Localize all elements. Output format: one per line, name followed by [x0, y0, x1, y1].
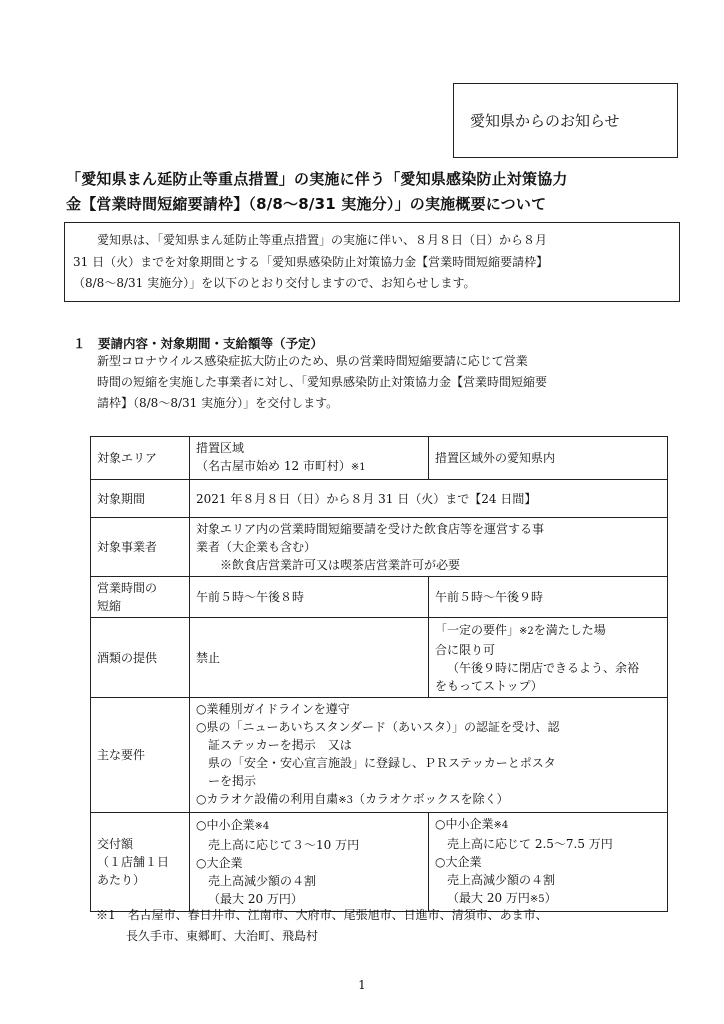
- period-value: 2021 年８月８日（日）から８月 31 日（火）まで【24 日間】: [190, 480, 668, 518]
- summary-line-1: 愛知県は、「愛知県まん延防止等重点措置」の実施に伴い、８月８日（日）から８月: [97, 233, 548, 247]
- row-period: [91, 480, 668, 518]
- area-b: 措置区域外の愛知県内: [429, 437, 668, 480]
- area-note-ref: ※1: [350, 462, 366, 473]
- period-label: 対象期間: [91, 480, 190, 518]
- row-hours: [91, 577, 668, 618]
- amount-label: 交付額 （１店舗１日 あたり）: [91, 813, 190, 912]
- footnote-line-1: ※1 名古屋市、春日井市、江南市、大府市、尾張旭市、日進市、清須市、あま市、: [96, 908, 548, 922]
- notice-label: 愛知県からのお知らせ: [470, 112, 620, 130]
- info-table: [90, 436, 668, 912]
- alcohol-label: 酒類の提供: [91, 618, 190, 698]
- row-requirements: [91, 698, 668, 813]
- page-number: 1: [358, 978, 366, 992]
- hours-b: 午前５時～午後９時: [429, 577, 668, 618]
- hours-label: 営業時間の 短縮: [91, 577, 190, 618]
- summary-line-2: 31 日（火）までを対象期間とする「愛知県感染防止対策協力金【営業時間短縮要請枠】: [73, 254, 549, 269]
- row-amount: [91, 813, 668, 912]
- document-title: [66, 167, 678, 217]
- footnote-line-2: 長久手市、東郷町、大治町、飛島村: [126, 929, 319, 943]
- footnote: [96, 905, 676, 947]
- alcohol-a: 禁止: [190, 618, 429, 698]
- title-line-2: 金【営業時間短縮要請枠】（8/8～8/31 実施分）」の実施概要について: [66, 195, 547, 213]
- summary-box: [64, 222, 680, 302]
- section-1-line-3: 請枠】（8/8～8/31 実施分）」を交付します。: [97, 396, 339, 410]
- business-label: 対象事業者: [91, 518, 190, 577]
- row-business: [91, 518, 668, 577]
- summary-line-3: （8/8～8/31 実施分）」を以下のとおり交付しますので、お知らせします。: [73, 276, 476, 290]
- business-value: 対象エリア内の営業時間短縮要請を受けた飲食店等を運営する事 業者（大企業も含む） ※飲食店営業許可又は喫茶店営業許可が必要: [190, 518, 668, 577]
- hours-a: 午前５時～午後８時: [190, 577, 429, 618]
- area-label: 対象エリア: [91, 437, 190, 480]
- section-1-heading: １ 要請内容・対象期間・支給額等（予定）: [73, 336, 324, 351]
- alcohol-b: 「一定の要件」※2を満たした場 合に限り可 （午後９時に閉店できるよう、余裕 をもってストップ）: [429, 618, 668, 698]
- amount-a: ○中小企業※4 売上高に応じて３～10 万円 ○大企業 売上高減少額の４割 （最大 20 万円）: [190, 813, 429, 912]
- requirements-value: ○業種別ガイドラインを遵守 ○県の「ニューあいちスタンダード（あいスタ）」の認証を受け、認 証ステッカーを掲示 又は 県の「安全・安心宣言施設」に登録し、ＰＲステッカーとポスタ ーを掲示 ○カラオケ設備の利用自粛※3（カラオケボックスを除く）: [190, 698, 668, 813]
- row-alcohol: [91, 618, 668, 698]
- section-1-line-1: 新型コロナウイルス感染症拡大防止のため、県の営業時間短縮要請に応じて営業: [97, 354, 528, 368]
- section-1-body: [73, 351, 678, 414]
- area-a: 措置区域 （名古屋市始め 12 市町村）※1: [190, 437, 429, 480]
- section-1-line-2: 時間の短縮を実施した事業者に対し、「愛知県感染防止対策協力金【営業時間短縮要: [97, 375, 548, 389]
- title-line-1: 「愛知県まん延防止等重点措置」の実施に伴う「愛知県感染防止対策協力: [66, 170, 568, 188]
- amount-b: ○中小企業※4 売上高に応じて 2.5～7.5 万円 ○大企業 売上高減少額の４割 （最大 20 万円※5）: [429, 813, 668, 912]
- notice-box: [453, 83, 678, 158]
- area-a-detail: （名古屋市始め 12 市町村）: [196, 459, 351, 473]
- requirements-label: 主な要件: [91, 698, 190, 813]
- row-area: [91, 437, 668, 480]
